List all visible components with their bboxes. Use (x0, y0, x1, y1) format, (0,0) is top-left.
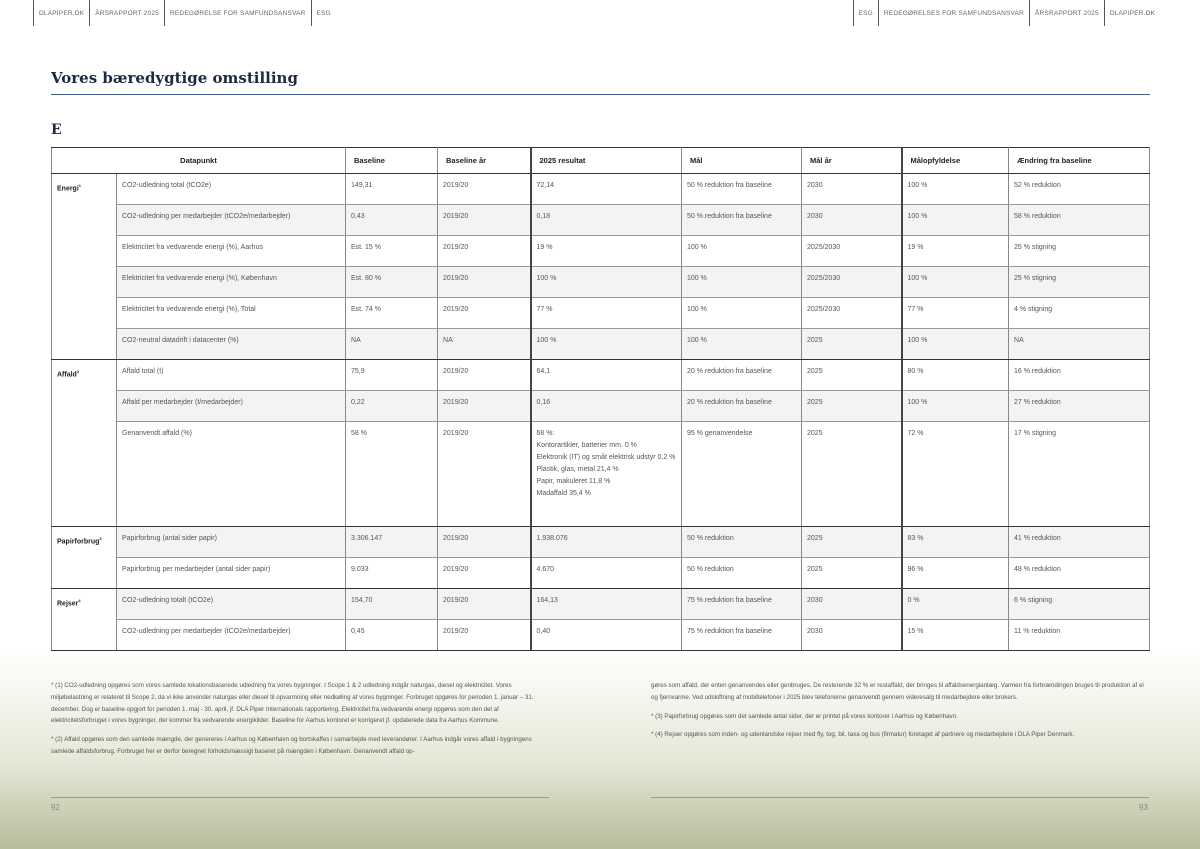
cell-text: 1.938.076 (536, 535, 568, 542)
cell-text: 25 % stigning (1014, 275, 1057, 282)
cell-text: 20 % reduktion fra baseline (687, 399, 772, 406)
category-cell (52, 360, 117, 527)
table-cell (682, 267, 802, 298)
cell-text: 17 % stigning (1014, 430, 1057, 437)
cell-text: 64,1 (536, 368, 551, 375)
footnotes-left (51, 680, 549, 765)
cell-text: 0,45 (351, 628, 365, 635)
category-cell (52, 527, 117, 589)
category-cell (52, 174, 117, 360)
table-cell (531, 558, 682, 589)
cell-text: 2019/20 (443, 182, 469, 189)
cell-text: 2030 (807, 213, 823, 220)
table-cell (117, 589, 346, 620)
table-cell (346, 205, 438, 236)
cell-text: 0,40 (536, 628, 551, 635)
cell-text: Madaffald 35,4 % (536, 490, 591, 497)
cell-text: 16 % reduktion (1014, 368, 1061, 375)
footnotes-right (651, 680, 1149, 748)
table-cell (802, 620, 902, 651)
cell-text: Elektricitet fra vedvarende energi (%), København (122, 275, 277, 282)
table-cell (682, 174, 802, 205)
table-cell (117, 558, 346, 589)
table-row (52, 298, 1150, 329)
cell-text: 2019/20 (443, 535, 469, 542)
table-cell (438, 236, 531, 267)
nav-item: REDEGØRELSE FOR SAMFUNDSANSVAR (164, 0, 311, 26)
cell-text: Elektronik (IT) og småt elektrisk udstyr 0,2 % (536, 454, 676, 461)
table-header-row (52, 148, 1150, 174)
cell-text: 100 % (687, 275, 707, 282)
cell-text: CO2-udledning per medarbejder (tCO2e/medarbejder) (122, 628, 291, 635)
cell-text: 48 % reduktion (1014, 566, 1061, 573)
table-cell (438, 298, 531, 329)
cell-text: Papirforbrug per medarbejder (antal sider papir) (122, 566, 271, 573)
cell-text: 75,9 (351, 368, 365, 375)
cell-text: 164,13 (536, 597, 558, 604)
table-cell (902, 329, 1009, 360)
cell-text: 0,22 (351, 399, 365, 406)
top-nav-right (853, 0, 1160, 26)
table-cell (802, 205, 902, 236)
table-cell (902, 558, 1009, 589)
cell-text: 2019/20 (443, 566, 469, 573)
table-cell (438, 391, 531, 422)
cell-text: 2025 (807, 535, 823, 542)
cell-text: 77 % (907, 306, 924, 313)
cell-text: NA (1014, 337, 1024, 344)
table-cell (531, 422, 682, 527)
table-cell (1009, 360, 1150, 391)
cell-text: 75 % reduktion fra baseline (687, 597, 772, 604)
table-row (52, 360, 1150, 391)
footnote-ref: 3 (99, 536, 102, 541)
table-cell (531, 620, 682, 651)
table-cell (117, 620, 346, 651)
table-cell (531, 174, 682, 205)
table-cell (117, 422, 346, 527)
table-cell (531, 589, 682, 620)
table-cell (117, 236, 346, 267)
table-cell (902, 360, 1009, 391)
table-cell (346, 298, 438, 329)
cell-text: 2025 (807, 566, 823, 573)
cell-text: NA (443, 337, 453, 344)
table-row (52, 589, 1150, 620)
table-row (52, 391, 1150, 422)
table-cell (531, 298, 682, 329)
table-row (52, 205, 1150, 236)
table-cell (346, 620, 438, 651)
nav-item: ESG (853, 0, 878, 26)
footnote: * (3) Papirforbrug opgøres som det samlede antal sider, der er printet på vores kontorer i Aarhus og København. (651, 712, 958, 720)
cell-text: 2025 (807, 399, 823, 406)
page-number-right: 93 (1139, 803, 1148, 812)
cell-text: Papirforbrug (antal sider papir) (122, 535, 217, 542)
cell-text: 75 % reduktion fra baseline (687, 628, 772, 635)
cell-text: Est. 74 % (351, 306, 381, 313)
category-label: Rejser (57, 600, 79, 608)
nav-item: ÅRSRAPPORT 2025 (1029, 0, 1104, 26)
table-cell (346, 422, 438, 527)
table-cell (346, 360, 438, 391)
footnote-ref: 4 (78, 598, 81, 603)
cell-text: 100 % (907, 182, 928, 189)
cell-text: Est. 80 % (351, 275, 381, 282)
cell-text: 2019/20 (443, 628, 469, 635)
page-title: Vores bæredygtige omstilling (51, 69, 298, 87)
table-cell (902, 174, 1009, 205)
table-cell (902, 620, 1009, 651)
table-cell (531, 205, 682, 236)
table-cell (117, 298, 346, 329)
cell-text: 2030 (807, 628, 823, 635)
cell-text: 11 % reduktion (1014, 628, 1061, 635)
column-header: Datapunkt (52, 148, 346, 174)
nav-item: ÅRSRAPPORT 2025 (89, 0, 164, 26)
table-cell (682, 527, 802, 558)
cell-text: 72,14 (536, 182, 555, 189)
cell-text: 0,43 (351, 213, 365, 220)
table-cell (1009, 422, 1150, 527)
cell-text: 2019/20 (443, 244, 469, 251)
cell-text: Affald per medarbejder (t/medarbejder) (122, 399, 243, 406)
cell-text: 100 % (907, 275, 928, 282)
footnote: * (1) CO2-udledning opgøres som vores samlede lokationsbaserede udledning fra vores bygninger. I Scope 1 & 2 udledning indgår naturgas, diesel og elektricitet. Vores miljøbelastning er relateret til Scope 2, da vi ikke anvender naturgas eller diesel til opvarmning eller nedkøling af vores bygninger. Forbruget opgøres for perioden 1. januar – 31. december. Dog er baseline opgjort for perioden 1. maj - 30. april, jf. DLA Piper Internationals rapportering. Elektricitet fra vedvarende energi opgøres som den del af elektricitetsforbruget i vores bygninger, der kommer fra vedvarende energikilder. Baseline for Aarhus kontoret er korrigeret jf. opdaterede data fra Aarhus Kommune. (51, 682, 534, 725)
table-cell (346, 174, 438, 205)
table-cell (682, 620, 802, 651)
table-cell (682, 205, 802, 236)
table-cell (1009, 558, 1150, 589)
footnote: * (2) Affald opgøres som den samlede mængde, der genereres i Aarhus og København og bortskaffes i samarbejde med leverandører. I Aarhus indgår vores affald i bygningens samlede affaldsforbrug. Forbruget her er derfor beregnet forholdsmæssigt baseret på mængden i København. Genanvendt affald op- (51, 736, 532, 755)
category-label: Papirforbrug (57, 538, 100, 546)
cell-text: 83 % (907, 535, 924, 542)
cell-text: 2025 (807, 337, 823, 344)
cell-text: 95 % genanvendelse (687, 430, 753, 437)
cell-text: 25 % stigning (1014, 244, 1057, 251)
nav-item: DLAPIPER.DK (33, 0, 89, 26)
table-cell (1009, 620, 1150, 651)
table-cell (117, 267, 346, 298)
column-header: Baseline år (438, 148, 531, 174)
footer-divider-right (651, 797, 1149, 798)
column-header: Mål år (802, 148, 902, 174)
table-cell (438, 620, 531, 651)
cell-text: 2025/2030 (807, 275, 841, 282)
table-cell (682, 589, 802, 620)
table-cell (1009, 236, 1150, 267)
table-cell (531, 329, 682, 360)
table-cell (802, 360, 902, 391)
table-cell (346, 589, 438, 620)
table-cell (902, 236, 1009, 267)
table-cell (682, 329, 802, 360)
table-cell (346, 558, 438, 589)
table-cell (802, 391, 902, 422)
cell-text: 2025/2030 (807, 244, 841, 251)
cell-text: CO2-neutral datadrift i datacenter (%) (122, 337, 239, 344)
table-cell (438, 174, 531, 205)
cell-text: Genanvendt affald (%) (122, 430, 192, 437)
table-cell (802, 329, 902, 360)
cell-text: 100 % (907, 213, 928, 220)
cell-text: 27 % reduktion (1014, 399, 1061, 406)
cell-text: 58 % reduktion (1014, 213, 1061, 220)
table-cell (802, 267, 902, 298)
footnote: gøres som affald, der enten genanvendes eller genbruges. De resterende 32 % er restaffald, der bringes til affaldsenergianlæg. Varmen fra forbrændingen bruges til produktion af el og fjernvarme. Ved udskiftning af mobiltelefoner i 2025 blev telefonerne genanvendt gennem videresalg til medarbejdere eller brokers. (651, 682, 1144, 701)
cell-text: 2025/2030 (807, 306, 841, 313)
table-cell (682, 360, 802, 391)
cell-text: 100 % (536, 275, 557, 282)
cell-text: 4 % stigning (1014, 306, 1053, 313)
category-label: Affald (57, 371, 77, 379)
table-cell (682, 298, 802, 329)
cell-text: 41 % reduktion (1014, 535, 1061, 542)
nav-item: REDEGØRELSES FOR SAMFUNDSANSVAR (878, 0, 1029, 26)
column-header: Mål (682, 148, 802, 174)
table-cell (802, 174, 902, 205)
table-cell (438, 422, 531, 527)
table-cell (346, 391, 438, 422)
table-row (52, 527, 1150, 558)
table-cell (531, 391, 682, 422)
table-row (52, 558, 1150, 589)
table-cell (117, 174, 346, 205)
table-cell (1009, 205, 1150, 236)
table-cell (346, 236, 438, 267)
table-cell (902, 298, 1009, 329)
table-cell (802, 422, 902, 527)
cell-text: 100 % (687, 306, 707, 313)
table-cell (802, 527, 902, 558)
cell-text: 77 % (536, 306, 553, 313)
table-cell (346, 527, 438, 558)
table-cell (902, 391, 1009, 422)
cell-text: CO2-udledning total (tCO2e) (122, 182, 212, 189)
cell-text: 80 % (907, 368, 924, 375)
cell-text: 154,70 (351, 597, 373, 604)
cell-text: 0,16 (536, 399, 551, 406)
footnote-ref: 2 (76, 369, 80, 374)
cell-text: 2019/20 (443, 275, 469, 282)
esg-data-table (51, 147, 1150, 651)
title-divider (51, 94, 1150, 95)
table-cell (531, 236, 682, 267)
cell-text: 3.306.147 (351, 535, 383, 542)
cell-text: 52 % reduktion (1014, 182, 1061, 189)
table-cell (1009, 391, 1150, 422)
top-nav-left (33, 0, 336, 26)
table-cell (438, 558, 531, 589)
cell-text: 50 % reduktion (687, 535, 734, 542)
cell-text: Papir, makuleret 11,8 % (536, 478, 611, 485)
cell-text: 100 % (536, 337, 557, 344)
cell-text: 2019/20 (443, 597, 469, 604)
table-cell (902, 422, 1009, 527)
cell-text: 2019/20 (443, 368, 469, 375)
table-cell (531, 527, 682, 558)
page-number-left: 92 (51, 803, 60, 812)
table-cell (802, 298, 902, 329)
cell-text: 0,18 (536, 213, 551, 220)
table-cell (682, 558, 802, 589)
cell-text: 50 % reduktion fra baseline (687, 182, 772, 189)
cell-text: 2019/20 (443, 213, 469, 220)
cell-text: 2030 (807, 597, 823, 604)
cell-text: 58 % (351, 430, 367, 437)
cell-text: 2019/20 (443, 306, 469, 313)
table-cell (1009, 527, 1150, 558)
table-cell (438, 527, 531, 558)
cell-text: 149,31 (351, 182, 373, 189)
column-header: Baseline (346, 148, 438, 174)
cell-text: Affald total (t) (122, 368, 164, 375)
cell-text: CO2-udledning totalt (tCO2e) (122, 597, 214, 604)
table-cell (117, 205, 346, 236)
cell-text: 9.033 (351, 566, 369, 573)
table-cell (802, 589, 902, 620)
cell-text: Kontorartikler, batterier mm. 0 % (536, 442, 637, 449)
table-cell (902, 267, 1009, 298)
cell-text: CO2-udledning per medarbejder (tCO2e/medarbejder) (122, 213, 291, 220)
table-cell (1009, 589, 1150, 620)
footnote: * (4) Rejser opgøres som inden- og udenlandske rejser med fly, tog, bil, taxa og bus (firmatur) foretaget af partnere og medarbejdere i DLA Piper Denmark. (651, 731, 1075, 739)
cell-text: 100 % (687, 337, 707, 344)
cell-text: 2019/20 (443, 399, 469, 406)
table-cell (682, 422, 802, 527)
category-cell (52, 589, 117, 651)
cell-text: 6 % stigning (1014, 597, 1053, 604)
cell-text: 100 % (907, 337, 928, 344)
table-row (52, 422, 1150, 527)
table-cell (802, 558, 902, 589)
table-cell (1009, 267, 1150, 298)
table-cell (438, 267, 531, 298)
table-cell (902, 589, 1009, 620)
table-cell (902, 205, 1009, 236)
cell-text: 50 % reduktion fra baseline (687, 213, 772, 220)
cell-text: 2025 (807, 430, 823, 437)
cell-text: 100 % (687, 244, 707, 251)
cell-text: 2030 (807, 182, 823, 189)
cell-text: 19 % (907, 244, 924, 251)
cell-text: 2019/20 (443, 430, 469, 437)
table-cell (902, 527, 1009, 558)
table-row (52, 174, 1150, 205)
cell-text: Est. 15 % (351, 244, 381, 251)
table-row (52, 236, 1150, 267)
table-cell (531, 360, 682, 391)
footer-divider-left (51, 797, 549, 798)
table-cell (438, 360, 531, 391)
cell-text: 100 % (907, 399, 928, 406)
table-row (52, 267, 1150, 298)
table-cell (346, 267, 438, 298)
table-cell (438, 205, 531, 236)
column-header: 2025 resultat (531, 148, 682, 174)
cell-text: 2025 (807, 368, 823, 375)
table-cell (1009, 329, 1150, 360)
cell-text: 15 % (907, 628, 924, 635)
table-cell (117, 360, 346, 391)
cell-text: NA (351, 337, 361, 344)
table-cell (117, 329, 346, 360)
cell-text: Elektricitet fra vedvarende energi (%), Total (122, 306, 256, 313)
cell-text: 0 % (907, 597, 920, 604)
cell-text: 96 % (907, 566, 924, 573)
table-cell (438, 589, 531, 620)
cell-text: Plastik, glas, metal 21,4 % (536, 466, 619, 473)
table-row (52, 620, 1150, 651)
cell-text: 72 % (907, 430, 924, 437)
table-cell (438, 329, 531, 360)
table-cell (1009, 174, 1150, 205)
table-cell (802, 236, 902, 267)
table-cell (682, 236, 802, 267)
table-cell (531, 267, 682, 298)
table-cell (117, 391, 346, 422)
column-header: Ændring fra baseline (1009, 148, 1150, 174)
table-cell (346, 329, 438, 360)
column-header: Målopfyldelse (902, 148, 1009, 174)
nav-item: DLAPIPER.DK (1104, 0, 1160, 26)
cell-text: 19 % (536, 244, 553, 251)
cell-text: 4.670 (536, 566, 555, 573)
cell-text: 20 % reduktion fra baseline (687, 368, 772, 375)
table-cell (117, 527, 346, 558)
cell-text: 50 % reduktion (687, 566, 734, 573)
table-row (52, 329, 1150, 360)
category-label: Energi (57, 185, 79, 193)
nav-item: ESG (311, 0, 336, 26)
cell-text: 68 %: (536, 430, 555, 437)
cell-text: Elektricitet fra vedvarende energi (%), Aarhus (122, 244, 263, 251)
table-cell (682, 391, 802, 422)
footnote-ref: 1 (78, 183, 82, 188)
table-cell (1009, 298, 1150, 329)
section-heading: E (51, 122, 62, 138)
